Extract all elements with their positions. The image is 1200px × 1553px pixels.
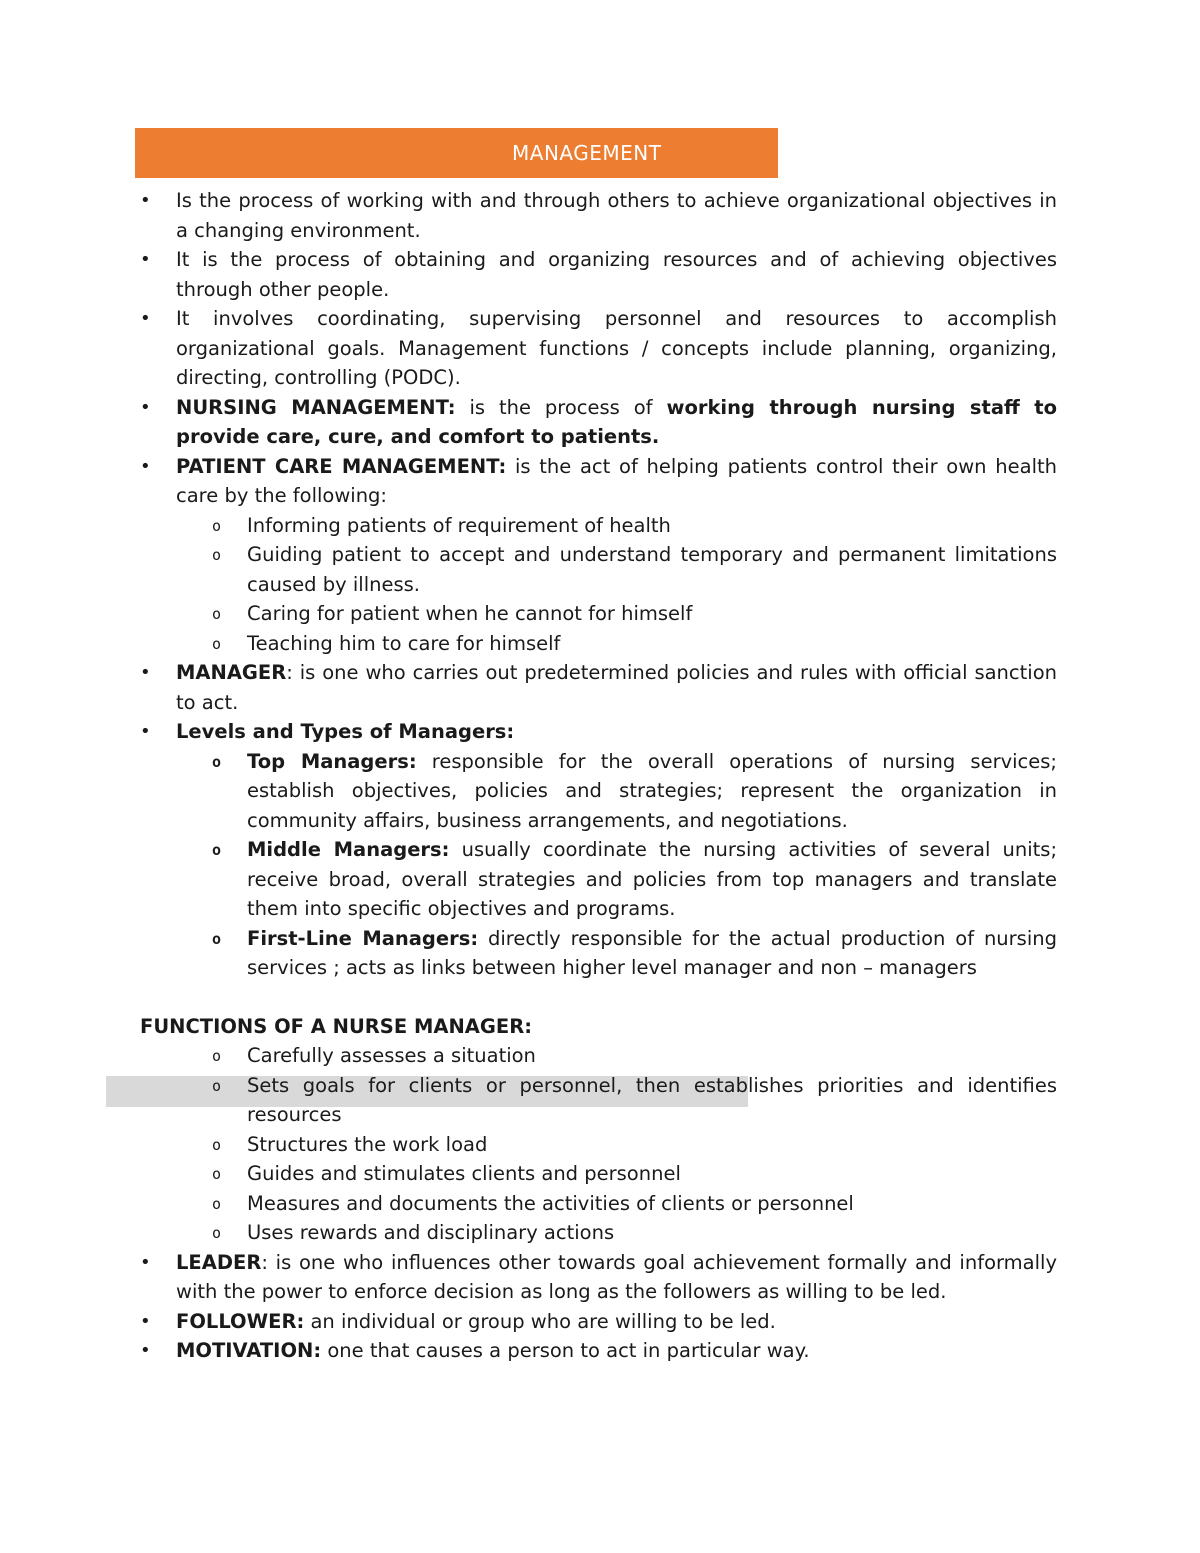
- sub-bullet-marker: o: [212, 605, 222, 623]
- sub-bullet-marker: o: [212, 1194, 222, 1213]
- sub-list-item: o Informing patients of requirement of health: [140, 511, 1057, 541]
- bullet-marker: •: [140, 308, 151, 329]
- functions-list: [140, 1041, 1057, 1248]
- sub-bullet-marker: o: [212, 634, 222, 653]
- sub-bullet-marker: o: [212, 1224, 222, 1242]
- sub-bullet-marker: o: [212, 546, 222, 564]
- sub-bullet-marker: o: [212, 1047, 222, 1065]
- list-item-patient-care-management: • PATIENT CARE MANAGEMENT: is the act of helping patients control their own health care by the following:: [140, 452, 1057, 511]
- sub-list-item: o Guiding patient to accept and understand temporary and permanent limitations caused by illness.: [212, 543, 1057, 596]
- term: LEADER: [176, 1250, 262, 1274]
- manager-levels-sublist: [140, 747, 1057, 983]
- sub-list-item: o Sets goals for clients or personnel, then establishes priorities and identifies resources: [212, 1073, 1057, 1126]
- sub-list-item: o Carefully assesses a situation: [140, 1041, 1057, 1071]
- list-item-manager: • MANAGER: is one who carries out predetermined policies and rules with official sanction to act.: [140, 658, 1057, 717]
- term: MANAGER: [176, 661, 287, 684]
- sub-bullet-marker: o: [212, 516, 222, 535]
- term: MOTIVATION:: [176, 1339, 322, 1362]
- list-item: • It is the process of obtaining and organizing resources and of achieving objectives through other people.: [140, 245, 1057, 304]
- list-item-levels: [140, 717, 1057, 747]
- list-item-nursing-management: • NURSING MANAGEMENT: is the process of working through nursing staff to provide care, cure, and comfort to patients.: [140, 393, 1057, 452]
- sub-list-item-middle-managers: o Middle Managers: usually coordinate the nursing activities of several units; receive broad, overall strategies and policies from top managers and translate them into specific objectives and programs.: [212, 838, 1058, 920]
- list-item-leader: • LEADER: is one who influences other towards goal achievement formally and informally with the power to enforce decision as long as the followers as willing to be led.: [140, 1248, 1057, 1307]
- sub-bullet-marker: o: [212, 1076, 222, 1095]
- term: PATIENT CARE MANAGEMENT:: [176, 454, 507, 478]
- term: Middle Managers:: [247, 838, 450, 861]
- sub-list-item: o Caring for patient when he cannot for himself: [140, 599, 1057, 629]
- bullet-marker: •: [140, 190, 151, 211]
- sub-list-item: o Measures and documents the activities of clients or personnel: [140, 1189, 1057, 1219]
- sub-list-item: o Structures the work load: [140, 1130, 1057, 1160]
- sub-list-item-top-managers: o Top Managers: responsible for the overall operations of nursing services; establish objectives, policies and strategies; represent the organization in community affairs, business arrangements, and negotiations.: [212, 749, 1057, 832]
- patient-care-sublist: [140, 511, 1057, 659]
- sub-bullet-marker: o: [212, 752, 222, 771]
- document-body: [140, 186, 1057, 1366]
- term: First-Line Managers:: [247, 926, 479, 950]
- sub-bullet-marker: o: [212, 1135, 222, 1154]
- sub-bullet-marker: o: [212, 1165, 222, 1183]
- page-title: MANAGEMENT: [135, 128, 778, 178]
- closing-list: [140, 1248, 1057, 1366]
- sub-list-item-first-line-managers: o First-Line Managers: directly responsible for the actual production of nursing services ; acts as links between higher level manager and non – managers: [212, 926, 1057, 979]
- sub-list-item: o Guides and stimulates clients and personnel: [140, 1159, 1057, 1189]
- manager-list: [140, 658, 1057, 747]
- list-item: • It involves coordinating, supervising personnel and resources to accomplish organizational goals. Management functions / concepts include planning, organizing, directing, controlling (PODC).: [140, 304, 1057, 393]
- bullet-marker: •: [140, 662, 151, 683]
- bullet-marker: •: [140, 249, 151, 270]
- sub-bullet-marker: o: [212, 841, 222, 859]
- bullet-marker: •: [140, 721, 151, 742]
- bullet-marker: •: [140, 1251, 151, 1273]
- sub-list-item: o Uses rewards and disciplinary actions: [140, 1218, 1057, 1248]
- definition-list: [140, 186, 1057, 511]
- bullet-marker: •: [140, 1310, 151, 1332]
- bullet-marker: •: [140, 1340, 151, 1361]
- bullet-marker: •: [140, 455, 151, 477]
- term: Levels and Types of Managers:: [176, 720, 515, 743]
- list-item-follower: • FOLLOWER: an individual or group who are willing to be led.: [140, 1307, 1057, 1337]
- term: FOLLOWER:: [176, 1309, 305, 1333]
- bullet-marker: •: [140, 396, 151, 418]
- sub-bullet-marker: o: [212, 929, 222, 948]
- section-heading: FUNCTIONS OF A NURSE MANAGER:: [140, 1014, 533, 1038]
- sub-list-item: o Teaching him to care for himself: [140, 629, 1057, 659]
- spacer: [140, 983, 1057, 1012]
- list-item: • Is the process of working with and through others to achieve organizational objectives in a changing environment.: [140, 186, 1057, 245]
- term: NURSING MANAGEMENT:: [176, 395, 456, 419]
- term: Top Managers:: [247, 749, 417, 773]
- list-item-motivation: • MOTIVATION: one that causes a person to act in particular way.: [140, 1336, 1057, 1366]
